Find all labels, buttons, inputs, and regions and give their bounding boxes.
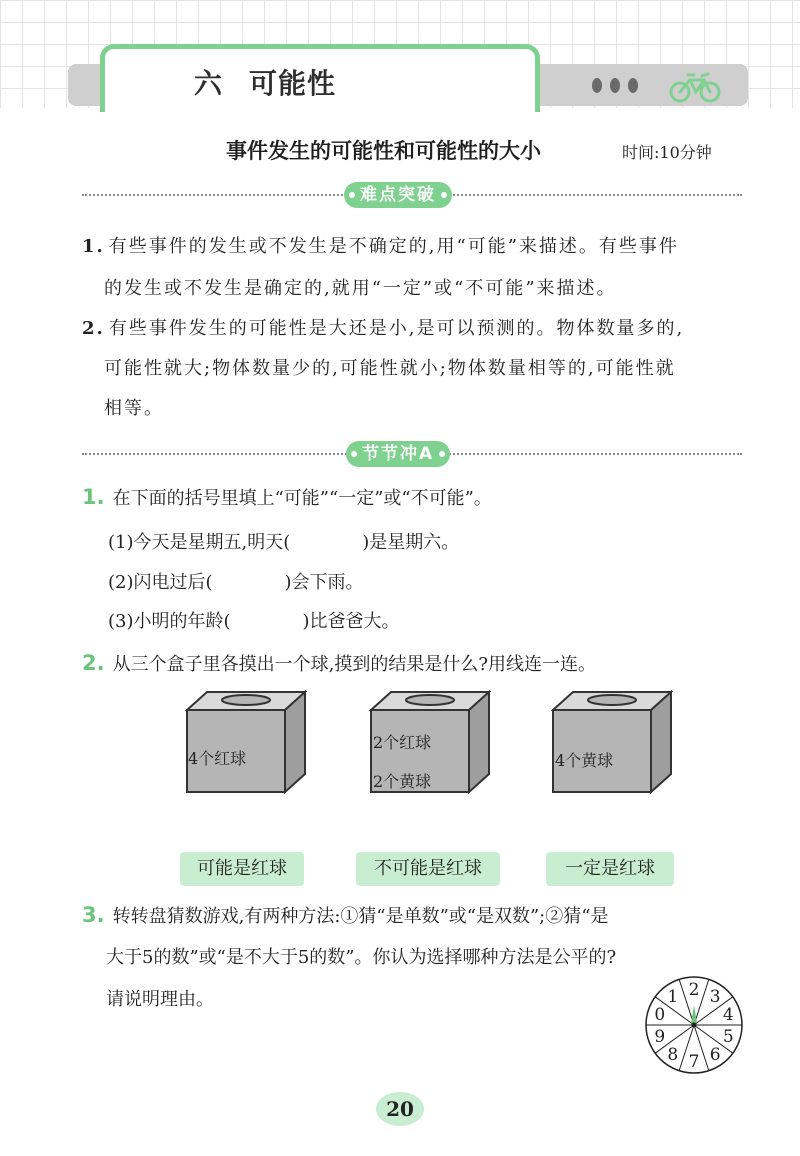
spinner-number: 1 xyxy=(667,986,679,1007)
spinner-number: 0 xyxy=(654,1004,666,1025)
spinner-number: 7 xyxy=(688,1052,700,1072)
box-2-label-1: 2个红球 xyxy=(373,733,432,752)
question-2-prompt: 从三个盒子里各摸出一个球,摸到的结果是什么?用线连一连。 xyxy=(112,654,596,675)
box-3 xyxy=(551,690,673,794)
spinner-number: 9 xyxy=(654,1027,666,1048)
question-1-item-2: (2)闪电过后( )会下雨。 xyxy=(108,572,364,593)
lesson-title: 事件发生的可能性和可能性的大小 xyxy=(226,139,541,163)
section-key-points: 难点突破 xyxy=(344,182,452,208)
time-label: 时间:10分钟 xyxy=(622,143,712,162)
key-point-2-line-2: 可能性就大;物体数量少的,可能性就小;物体数量相等的,可能性就 xyxy=(104,358,676,379)
question-1 xyxy=(82,484,492,510)
question-1-number: 1. xyxy=(82,485,105,509)
key-point-2-line-3: 相等。 xyxy=(104,398,164,419)
box-1 xyxy=(185,690,307,794)
spinner-number: 4 xyxy=(722,1004,734,1025)
question-2-number: 2. xyxy=(82,651,105,675)
spinner-number: 8 xyxy=(667,1045,679,1066)
question-3-number: 3. xyxy=(82,903,105,927)
chapter-heading xyxy=(100,62,430,102)
key-point-2-number: 2. xyxy=(82,318,105,339)
question-3-line-1: 3. 转转盘猜数游戏,有两种方法:①猜“是单数”或“是双数”;②猜“是 xyxy=(82,903,609,927)
answer-option-maybe-red[interactable]: 可能是红球 xyxy=(180,852,304,886)
answer-option-certain-red[interactable]: 一定是红球 xyxy=(546,852,674,886)
chapter-title: 可能性 xyxy=(249,67,337,100)
key-point-2-line-1: 2. 有些事件发生的可能性是大还是小,是可以预测的。物体数量多的, xyxy=(82,318,685,339)
section-practice: 节节冲A xyxy=(346,441,450,467)
spinner-number: 5 xyxy=(722,1027,734,1048)
question-3-line-3: 请说明理由。 xyxy=(106,989,214,1010)
question-2 xyxy=(82,650,596,676)
spinner-number: 3 xyxy=(709,986,721,1007)
header-dots xyxy=(592,78,646,97)
bicycle-icon xyxy=(668,70,722,104)
question-1-item-1: (1)今天是星期五,明天( )是星期六。 xyxy=(108,532,460,553)
question-1-prompt: 在下面的括号里填上“可能”“一定”或“不可能”。 xyxy=(112,488,492,509)
spinner-number: 6 xyxy=(709,1045,721,1066)
page-number: 20 xyxy=(376,1092,424,1126)
question-1-item-3: (3)小明的年龄( )比爸爸大。 xyxy=(108,611,400,632)
key-point-1-line-1: 1. 有些事件的发生或不发生是不确定的,用“可能”来描述。有些事件 xyxy=(82,236,679,257)
answer-option-impossible-red[interactable]: 不可能是红球 xyxy=(356,852,500,886)
number-spinner xyxy=(644,975,744,1075)
key-point-1-line-2: 的发生或不发生是确定的,就用“一定”或“不可能”来描述。 xyxy=(104,278,617,299)
key-point-1-number: 1. xyxy=(82,236,105,257)
chapter-number: 六 xyxy=(193,67,223,100)
box-3-label: 4个黄球 xyxy=(555,751,614,770)
box-2-label-2: 2个黄球 xyxy=(373,772,432,791)
question-3-line-2: 大于5的数”或“是不大于5的数”。你认为选择哪种方法是公平的? xyxy=(106,947,617,968)
box-1-label: 4个红球 xyxy=(188,749,247,768)
spinner-number: 2 xyxy=(688,980,700,1000)
